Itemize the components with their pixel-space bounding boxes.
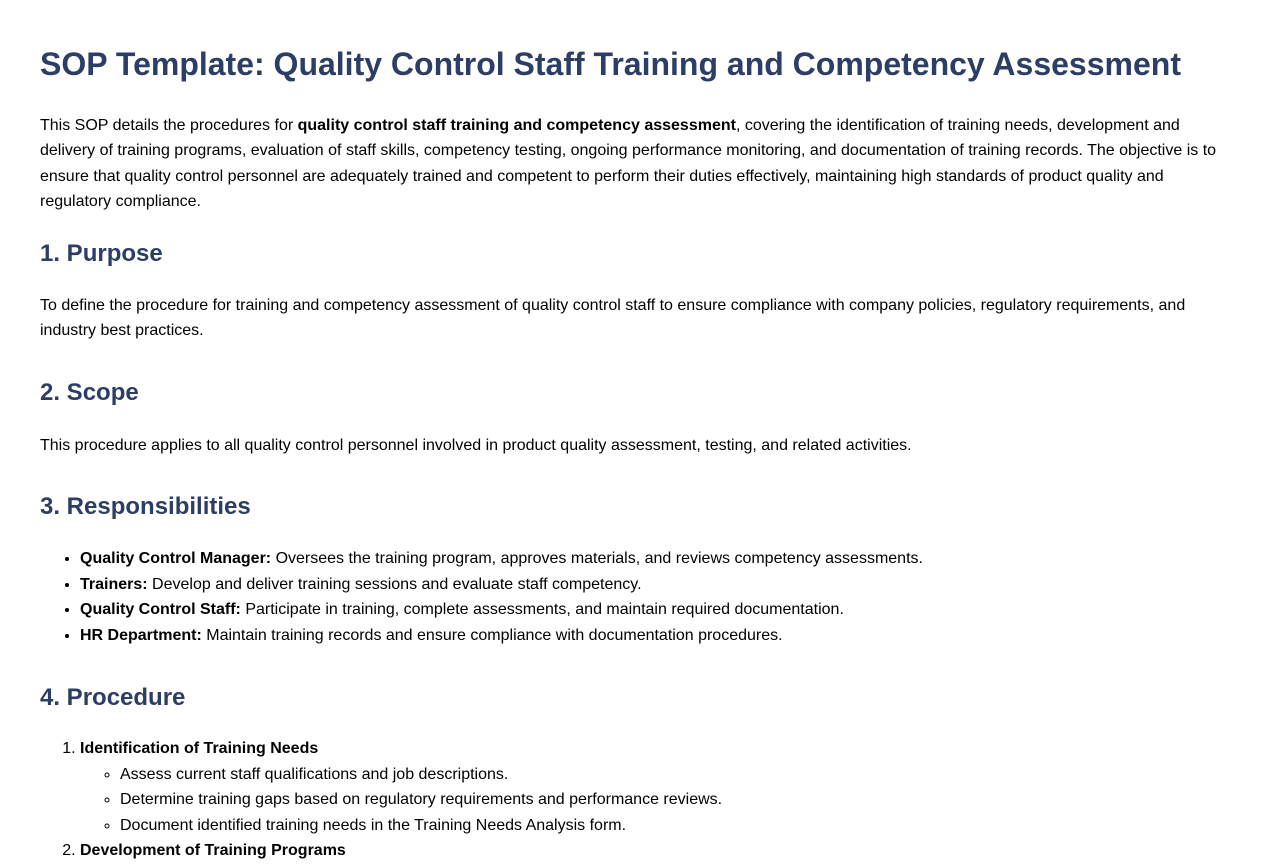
step-title: Development of Training Programs xyxy=(80,842,346,859)
list-item xyxy=(80,597,923,623)
purpose-text: To define the procedure for training and competency assessment of quality control staff to ensure compliance with company policies, regulatory requirements, and industry best practices. xyxy=(40,297,1186,340)
responsibilities-heading: 3. Responsibilities xyxy=(40,493,251,520)
list-item xyxy=(80,572,923,598)
step-title: Identification of Training Needs xyxy=(80,740,319,757)
list-item: ◦ Determine training gaps based on regulatory requirements and performance reviews. xyxy=(120,787,722,813)
role-description: Maintain training records and ensure compliance with documentation procedures. xyxy=(201,626,783,644)
intro-text-end: , covering the identification of training needs, development and delivery of training programs, evaluation of staff skills, competency testing, ongoing performance monitoring, and documentation of training records. The objective is to ensure that quality control personnel are adequately trained and competent to perform their duties effectively, maintaining high standards of product quality and regulatory compliance. xyxy=(40,117,1217,211)
intro-emphasis: quality control staff training and competency assessment xyxy=(297,117,736,134)
role-label: Trainers: xyxy=(80,575,148,593)
role-label: HR Department: xyxy=(80,626,202,644)
purpose-heading: 1. Purpose xyxy=(40,240,163,267)
list-item xyxy=(80,546,923,572)
intro-paragraph xyxy=(40,113,1223,215)
step-subitems xyxy=(80,762,722,839)
procedure-heading: 4. Procedure xyxy=(40,684,186,711)
list-item xyxy=(80,623,923,649)
intro-text-start: This SOP details the procedures for xyxy=(40,117,298,134)
role-description: Participate in training, complete assessments, and maintain required documentation. xyxy=(240,601,844,618)
list-item: ◦ Assess current staff qualifications and job descriptions. xyxy=(120,762,722,788)
page-title: SOP Template: Quality Control Staff Training and Competency Assessment xyxy=(40,46,1181,82)
procedure-step xyxy=(80,736,722,838)
list-item: ◦ Document identified training needs in the Training Needs Analysis form. xyxy=(120,813,722,839)
role-label: Quality Control Staff: xyxy=(80,601,241,618)
scope-heading: 2. Scope xyxy=(40,379,139,406)
scope-text: This procedure applies to all quality control personnel involved in product quality assessment, testing, and related activities. xyxy=(40,437,912,454)
procedure-list xyxy=(40,736,722,864)
role-description: Develop and deliver training sessions and evaluate staff competency. xyxy=(147,575,642,593)
role-description: Oversees the training program, approves materials, and reviews competency assessments. xyxy=(271,550,923,567)
role-label: Quality Control Manager: xyxy=(80,550,272,567)
responsibilities-list xyxy=(40,546,923,648)
procedure-step xyxy=(80,838,722,864)
